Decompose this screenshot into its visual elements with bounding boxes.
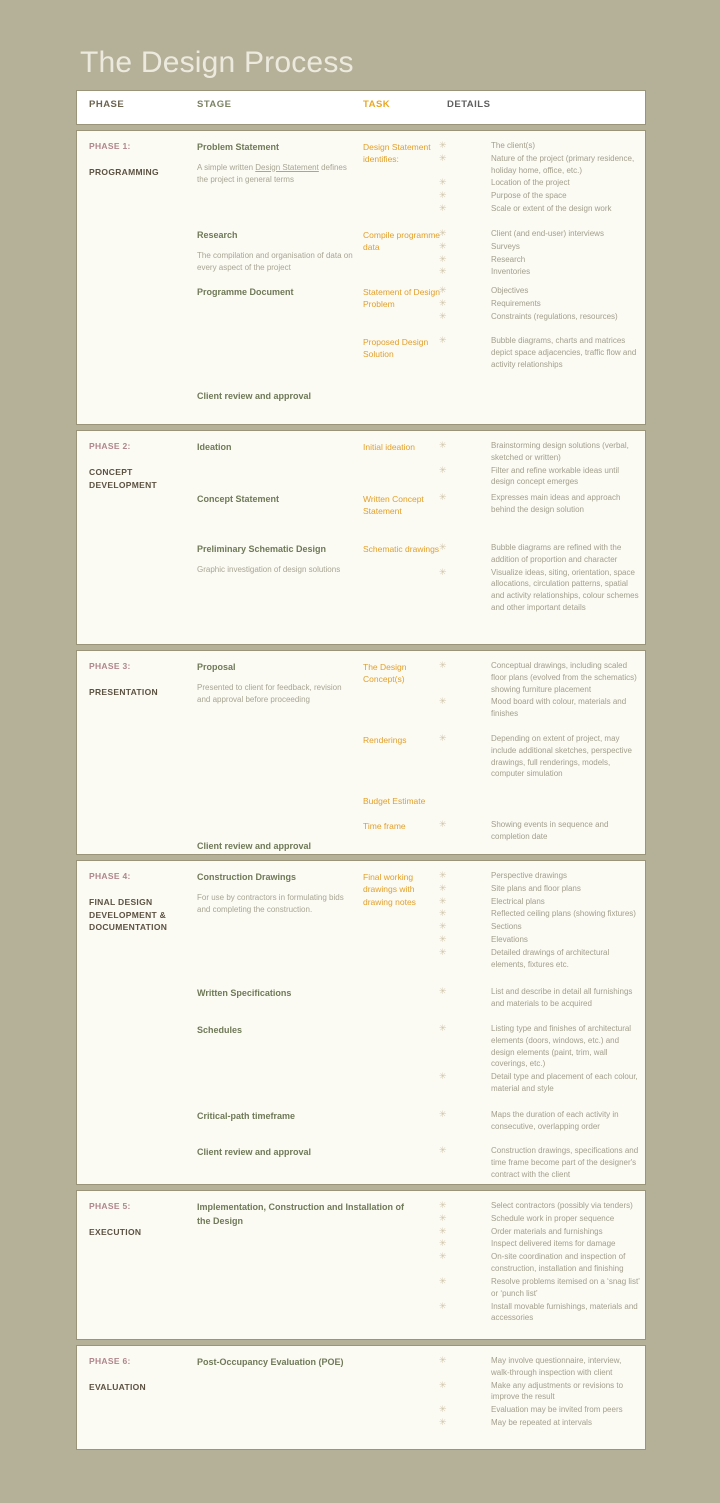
stage-cell xyxy=(197,441,357,455)
details-cell xyxy=(439,1200,641,1325)
asterisk-bullet-icon: ✳ xyxy=(439,464,447,475)
stage-cell xyxy=(197,661,357,706)
stage-title: Programme Document xyxy=(197,287,294,297)
detail-text: Evaluation may be invited from peers xyxy=(491,1405,623,1415)
task-cell: Schematic drawings xyxy=(363,544,440,554)
detail-item xyxy=(439,190,641,202)
detail-item xyxy=(439,1417,641,1429)
task-cell: Initial ideation xyxy=(363,442,415,452)
detail-text: On-site coordination and inspection of construction, installation and finishing xyxy=(491,1252,626,1274)
detail-item xyxy=(439,1355,641,1379)
asterisk-bullet-icon: ✳ xyxy=(439,152,447,163)
column-header-stage: STAGE xyxy=(197,99,232,110)
detail-item xyxy=(439,1145,641,1180)
details-list xyxy=(439,660,641,720)
detail-item xyxy=(439,177,641,189)
stage-cell xyxy=(197,141,357,186)
asterisk-bullet-icon: ✳ xyxy=(439,986,447,996)
stage-title: Preliminary Schematic Design xyxy=(197,544,327,554)
detail-item xyxy=(439,870,641,882)
detail-item xyxy=(439,1238,641,1250)
asterisk-bullet-icon: ✳ xyxy=(439,440,447,450)
detail-text: List and describe in detail all furnishings and materials to be acquired xyxy=(491,987,633,1008)
stage-description xyxy=(197,162,357,186)
asterisk-bullet-icon: ✳ xyxy=(439,297,447,308)
stage-cell xyxy=(197,987,357,1001)
phase-blocks-container xyxy=(76,130,646,1450)
asterisk-bullet-icon: ✳ xyxy=(439,1238,447,1249)
detail-text: Order materials and furnishings xyxy=(491,1226,603,1236)
stage-title: Client review and approval xyxy=(197,1147,312,1157)
phase-block xyxy=(76,130,646,425)
detail-item xyxy=(439,542,641,566)
details-cell xyxy=(439,1355,641,1430)
phase-block xyxy=(76,1345,646,1450)
detail-item xyxy=(439,153,641,177)
phase-block xyxy=(76,1190,646,1340)
detail-item xyxy=(439,1380,641,1404)
detail-item xyxy=(439,241,641,253)
task-cell: Final working drawings with drawing notes xyxy=(363,872,416,907)
phase-name: PRESENTATION xyxy=(89,687,158,698)
detail-text: Maps the duration of each activity in consecutive, overlapping order xyxy=(491,1110,619,1131)
stage-cell xyxy=(197,229,357,274)
stage-description-suffix: defines the project in general terms xyxy=(197,162,347,184)
stage-cell xyxy=(197,1146,357,1160)
details-list xyxy=(439,440,641,488)
detail-item xyxy=(439,1301,641,1325)
asterisk-bullet-icon: ✳ xyxy=(439,946,447,957)
asterisk-bullet-icon: ✳ xyxy=(439,870,447,880)
detail-text: Showing events in sequence and completion date xyxy=(491,820,609,841)
detail-text: Install movable furnishings, materials and accessories xyxy=(491,1301,638,1323)
phase-number: PHASE 3: xyxy=(89,661,131,671)
task-cell: Budget Estimate xyxy=(363,796,426,806)
asterisk-bullet-icon: ✳ xyxy=(439,542,447,552)
asterisk-bullet-icon: ✳ xyxy=(439,1225,447,1236)
detail-item xyxy=(439,1200,641,1212)
asterisk-bullet-icon: ✳ xyxy=(439,310,447,321)
detail-item xyxy=(439,947,641,971)
detail-text: Constraints (regulations, resources) xyxy=(491,311,618,321)
asterisk-bullet-icon: ✳ xyxy=(439,253,447,264)
details-cell xyxy=(439,542,641,615)
asterisk-bullet-icon: ✳ xyxy=(439,819,447,829)
detail-text: Detailed drawings of architectural elements, fixtures etc. xyxy=(491,947,610,969)
details-list xyxy=(439,1355,641,1429)
detail-text: Site plans and floor plans xyxy=(491,883,581,893)
page-title: The Design Process xyxy=(80,46,354,80)
column-header-phase: PHASE xyxy=(89,99,125,110)
phase-name-line: DOCUMENTATION xyxy=(89,922,168,933)
asterisk-bullet-icon: ✳ xyxy=(439,335,447,345)
task-cell: Statement of Design Problem xyxy=(363,287,441,310)
detail-item xyxy=(439,228,641,240)
stage-cell xyxy=(197,493,357,507)
detail-item xyxy=(439,203,641,215)
phase-name: EVALUATION xyxy=(89,1382,146,1393)
task-cell: Compile programme data xyxy=(363,230,440,253)
detail-item xyxy=(439,819,641,843)
stage-title: Ideation xyxy=(197,442,232,452)
detail-item xyxy=(439,1276,641,1300)
asterisk-bullet-icon: ✳ xyxy=(439,1212,447,1223)
phase-name-line: DEVELOPMENT xyxy=(89,479,158,490)
details-list xyxy=(439,542,641,614)
detail-item xyxy=(439,934,641,946)
detail-item xyxy=(439,1071,641,1095)
asterisk-bullet-icon: ✳ xyxy=(439,696,447,707)
detail-text: Location of the project xyxy=(491,178,570,188)
stage-cell xyxy=(197,871,357,916)
phase-name: PROGRAMMING xyxy=(89,167,159,178)
asterisk-bullet-icon: ✳ xyxy=(439,177,447,188)
phase-label-cell xyxy=(89,441,193,491)
detail-item xyxy=(439,492,641,516)
phase-name: EXECUTION xyxy=(89,1227,142,1238)
asterisk-bullet-icon: ✳ xyxy=(439,285,447,295)
stage-cell xyxy=(197,1201,417,1228)
stage-title: Schedules xyxy=(197,1025,243,1035)
detail-text: Expresses main ideas and approach behind the design solution xyxy=(491,493,621,514)
detail-text: Sections xyxy=(491,922,522,932)
detail-item xyxy=(439,1213,641,1225)
detail-item xyxy=(439,1226,641,1238)
details-cell xyxy=(439,1109,641,1134)
detail-item xyxy=(439,311,641,323)
detail-text: Bubble diagrams, charts and matrices depict space adjacencies, traffic flow and activity relationships xyxy=(491,336,637,369)
detail-text: Schedule work in proper sequence xyxy=(491,1213,615,1223)
detail-item xyxy=(439,660,641,695)
task-cell: The Design Concept(s) xyxy=(363,662,407,685)
detail-text: Client (and end-user) interviews xyxy=(491,229,604,238)
stage-milestone: Client review and approval xyxy=(197,841,312,851)
detail-text: Mood board with colour, materials and finishes xyxy=(491,697,627,719)
detail-text: Objectives xyxy=(491,286,529,295)
phase-name-line: FINAL DESIGN xyxy=(89,897,153,908)
detail-item xyxy=(439,285,641,297)
detail-text: Requirements xyxy=(491,298,541,308)
task-cell: Time frame xyxy=(363,821,406,831)
details-cell xyxy=(439,492,641,517)
detail-text: Filter and refine workable ideas until design concept emerges xyxy=(491,465,620,487)
detail-item xyxy=(439,140,641,152)
details-cell xyxy=(439,335,641,371)
asterisk-bullet-icon: ✳ xyxy=(439,1379,447,1390)
detail-text: Inventories xyxy=(491,267,531,277)
phase-number: PHASE 6: xyxy=(89,1356,131,1366)
asterisk-bullet-icon: ✳ xyxy=(439,882,447,893)
details-cell xyxy=(439,819,641,844)
details-list xyxy=(439,1109,641,1133)
detail-text: Reflected ceiling plans (showing fixtures) xyxy=(491,909,636,919)
detail-text: May involve questionnaire, interview, walk-through inspection with client xyxy=(491,1356,622,1377)
asterisk-bullet-icon: ✳ xyxy=(439,660,447,670)
details-list xyxy=(439,986,641,1010)
asterisk-bullet-icon: ✳ xyxy=(439,203,447,214)
asterisk-bullet-icon: ✳ xyxy=(439,934,447,945)
detail-text: Select contractors (possibly via tenders) xyxy=(491,1201,633,1210)
details-cell xyxy=(439,733,641,781)
asterisk-bullet-icon: ✳ xyxy=(439,908,447,919)
detail-text: Visualize ideas, siting, orientation, space allocations, circulation patterns, spatial and activity relationships, colour schemes and other important details xyxy=(491,567,639,613)
stage-description: The compilation and organisation of data on every aspect of the project xyxy=(197,250,353,272)
asterisk-bullet-icon: ✳ xyxy=(439,1200,447,1210)
detail-text: Surveys xyxy=(491,241,520,251)
detail-item xyxy=(439,1404,641,1416)
stage-description: For use by contractors in formulating bids and completing the construction. xyxy=(197,892,344,914)
phase-label-cell xyxy=(89,1201,193,1239)
phase-block xyxy=(76,650,646,855)
stage-cell xyxy=(197,1356,417,1370)
details-list xyxy=(439,733,641,780)
phase-name xyxy=(89,466,193,491)
detail-item xyxy=(439,298,641,310)
details-cell xyxy=(439,440,641,489)
stage-cell xyxy=(197,286,357,300)
details-cell xyxy=(439,660,641,721)
stage-description-prefix: A simple written xyxy=(197,162,256,172)
asterisk-bullet-icon: ✳ xyxy=(439,190,447,201)
detail-item xyxy=(439,567,641,614)
asterisk-bullet-icon: ✳ xyxy=(439,1404,447,1415)
phase-label-cell xyxy=(89,871,193,933)
detail-text: Conceptual drawings, including scaled floor plans (evolved from the schematics) showing furniture placement xyxy=(491,661,637,694)
detail-text: Detail type and placement of each colour, material and style xyxy=(491,1072,638,1094)
details-cell xyxy=(439,285,641,323)
phase-label-cell xyxy=(89,661,193,699)
detail-item xyxy=(439,266,641,278)
asterisk-bullet-icon: ✳ xyxy=(439,1355,447,1365)
detail-item xyxy=(439,696,641,720)
detail-text: Resolve problems itemised on a ‘snag list’ or ‘punch list’ xyxy=(491,1276,640,1298)
phase-label-cell xyxy=(89,1356,193,1394)
asterisk-bullet-icon: ✳ xyxy=(439,921,447,932)
details-list xyxy=(439,228,641,278)
details-list xyxy=(439,140,641,215)
stage-title: Proposal xyxy=(197,662,236,672)
task-cell: Written Concept Statement xyxy=(363,494,424,517)
asterisk-bullet-icon: ✳ xyxy=(439,1300,447,1311)
detail-text: Inspect delivered items for damage xyxy=(491,1239,616,1249)
details-cell xyxy=(439,228,641,279)
detail-item xyxy=(439,896,641,908)
asterisk-bullet-icon: ✳ xyxy=(439,1145,447,1155)
stage-cell xyxy=(197,1024,357,1038)
details-cell xyxy=(439,1023,641,1096)
asterisk-bullet-icon: ✳ xyxy=(439,1109,447,1119)
asterisk-bullet-icon: ✳ xyxy=(439,1275,447,1286)
details-list xyxy=(439,1023,641,1095)
stage-cell xyxy=(197,1110,357,1124)
phase-block xyxy=(76,430,646,645)
detail-text: Construction drawings, specifications and time frame become part of the designer's contract with the client xyxy=(491,1146,639,1179)
details-list xyxy=(439,819,641,843)
task-cell: Proposed Design Solution xyxy=(363,337,429,360)
stage-title: Problem Statement xyxy=(197,142,280,152)
design-statement-link[interactable]: Design Statement xyxy=(255,162,319,172)
detail-text: The client(s) xyxy=(491,141,536,150)
stage-title: Construction Drawings xyxy=(197,872,297,882)
stage-cell xyxy=(197,543,357,576)
asterisk-bullet-icon: ✳ xyxy=(439,1417,447,1428)
detail-text: Purpose of the space xyxy=(491,191,567,201)
table-header-row xyxy=(76,90,646,125)
stage-title: Research xyxy=(197,230,238,240)
asterisk-bullet-icon: ✳ xyxy=(439,895,447,906)
detail-item xyxy=(439,921,641,933)
phase-number: PHASE 4: xyxy=(89,871,131,881)
detail-text: Nature of the project (primary residence, holiday home, office, etc.) xyxy=(491,153,635,175)
stage-description: Graphic investigation of design solutions xyxy=(197,564,341,574)
stage-description: Presented to client for feedback, revision and approval before proceeding xyxy=(197,682,342,704)
phase-name-line: CONCEPT xyxy=(89,467,133,478)
detail-text: Listing type and finishes of architectural elements (doors, windows, etc.) and design elements (paint, trim, wall coverings, etc.) xyxy=(491,1024,632,1069)
details-list xyxy=(439,285,641,322)
details-list xyxy=(439,1200,641,1324)
detail-text: Electrical plans xyxy=(491,896,545,906)
phase-number: PHASE 2: xyxy=(89,441,131,451)
task-cell: Renderings xyxy=(363,735,407,745)
detail-text: Depending on extent of project, may include additional sketches, perspective drawings, full renderings, models, computer simulation xyxy=(491,734,632,779)
detail-item xyxy=(439,1109,641,1133)
detail-text: Elevations xyxy=(491,935,528,945)
detail-item xyxy=(439,986,641,1010)
asterisk-bullet-icon: ✳ xyxy=(439,566,447,577)
task-cell: Design Statement identifies: xyxy=(363,142,431,165)
detail-text: Research xyxy=(491,254,526,264)
detail-text: Brainstorming design solutions (verbal, sketched or written) xyxy=(491,441,629,462)
stage-title: Written Specifications xyxy=(197,988,292,998)
phase-block xyxy=(76,860,646,1185)
stage-title: Concept Statement xyxy=(197,494,280,504)
stage-title: Implementation, Construction and Installation of the Design xyxy=(197,1202,405,1226)
column-header-task: TASK xyxy=(363,99,391,110)
asterisk-bullet-icon: ✳ xyxy=(439,733,447,743)
detail-item xyxy=(439,908,641,920)
details-list xyxy=(439,492,641,516)
details-cell xyxy=(439,986,641,1011)
asterisk-bullet-icon: ✳ xyxy=(439,1071,447,1082)
stage-title: Critical-path timeframe xyxy=(197,1111,296,1121)
details-cell xyxy=(439,1145,641,1181)
column-header-details: DETAILS xyxy=(447,99,491,110)
detail-text: Bubble diagrams are refined with the addition of proportion and character xyxy=(491,543,622,564)
detail-item xyxy=(439,1023,641,1070)
asterisk-bullet-icon: ✳ xyxy=(439,1023,447,1033)
detail-item xyxy=(439,1251,641,1275)
stage-title: Post-Occupancy Evaluation (POE) xyxy=(197,1357,344,1367)
stage-milestone: Client review and approval xyxy=(197,391,312,401)
detail-item xyxy=(439,733,641,780)
design-process-table xyxy=(76,90,646,1450)
detail-text: Make any adjustments or revisions to improve the result xyxy=(491,1380,624,1402)
phase-number: PHASE 5: xyxy=(89,1201,131,1211)
details-cell xyxy=(439,140,641,216)
detail-item xyxy=(439,254,641,266)
phase-label-cell xyxy=(89,141,193,179)
phase-number: PHASE 1: xyxy=(89,141,131,151)
details-list xyxy=(439,335,641,370)
detail-item xyxy=(439,440,641,464)
detail-item xyxy=(439,335,641,370)
asterisk-bullet-icon: ✳ xyxy=(439,266,447,277)
phase-name-line: DEVELOPMENT & xyxy=(89,909,167,920)
detail-text: Scale or extent of the design work xyxy=(491,204,612,214)
asterisk-bullet-icon: ✳ xyxy=(439,492,447,502)
details-list xyxy=(439,870,641,971)
detail-text: Perspective drawings xyxy=(491,871,568,880)
details-cell xyxy=(439,870,641,972)
asterisk-bullet-icon: ✳ xyxy=(439,228,447,238)
detail-item xyxy=(439,465,641,489)
detail-text: May be repeated at intervals xyxy=(491,1418,592,1428)
detail-item xyxy=(439,883,641,895)
asterisk-bullet-icon: ✳ xyxy=(439,140,447,150)
details-list xyxy=(439,1145,641,1180)
phase-name xyxy=(89,896,193,933)
asterisk-bullet-icon: ✳ xyxy=(439,1251,447,1262)
asterisk-bullet-icon: ✳ xyxy=(439,240,447,251)
